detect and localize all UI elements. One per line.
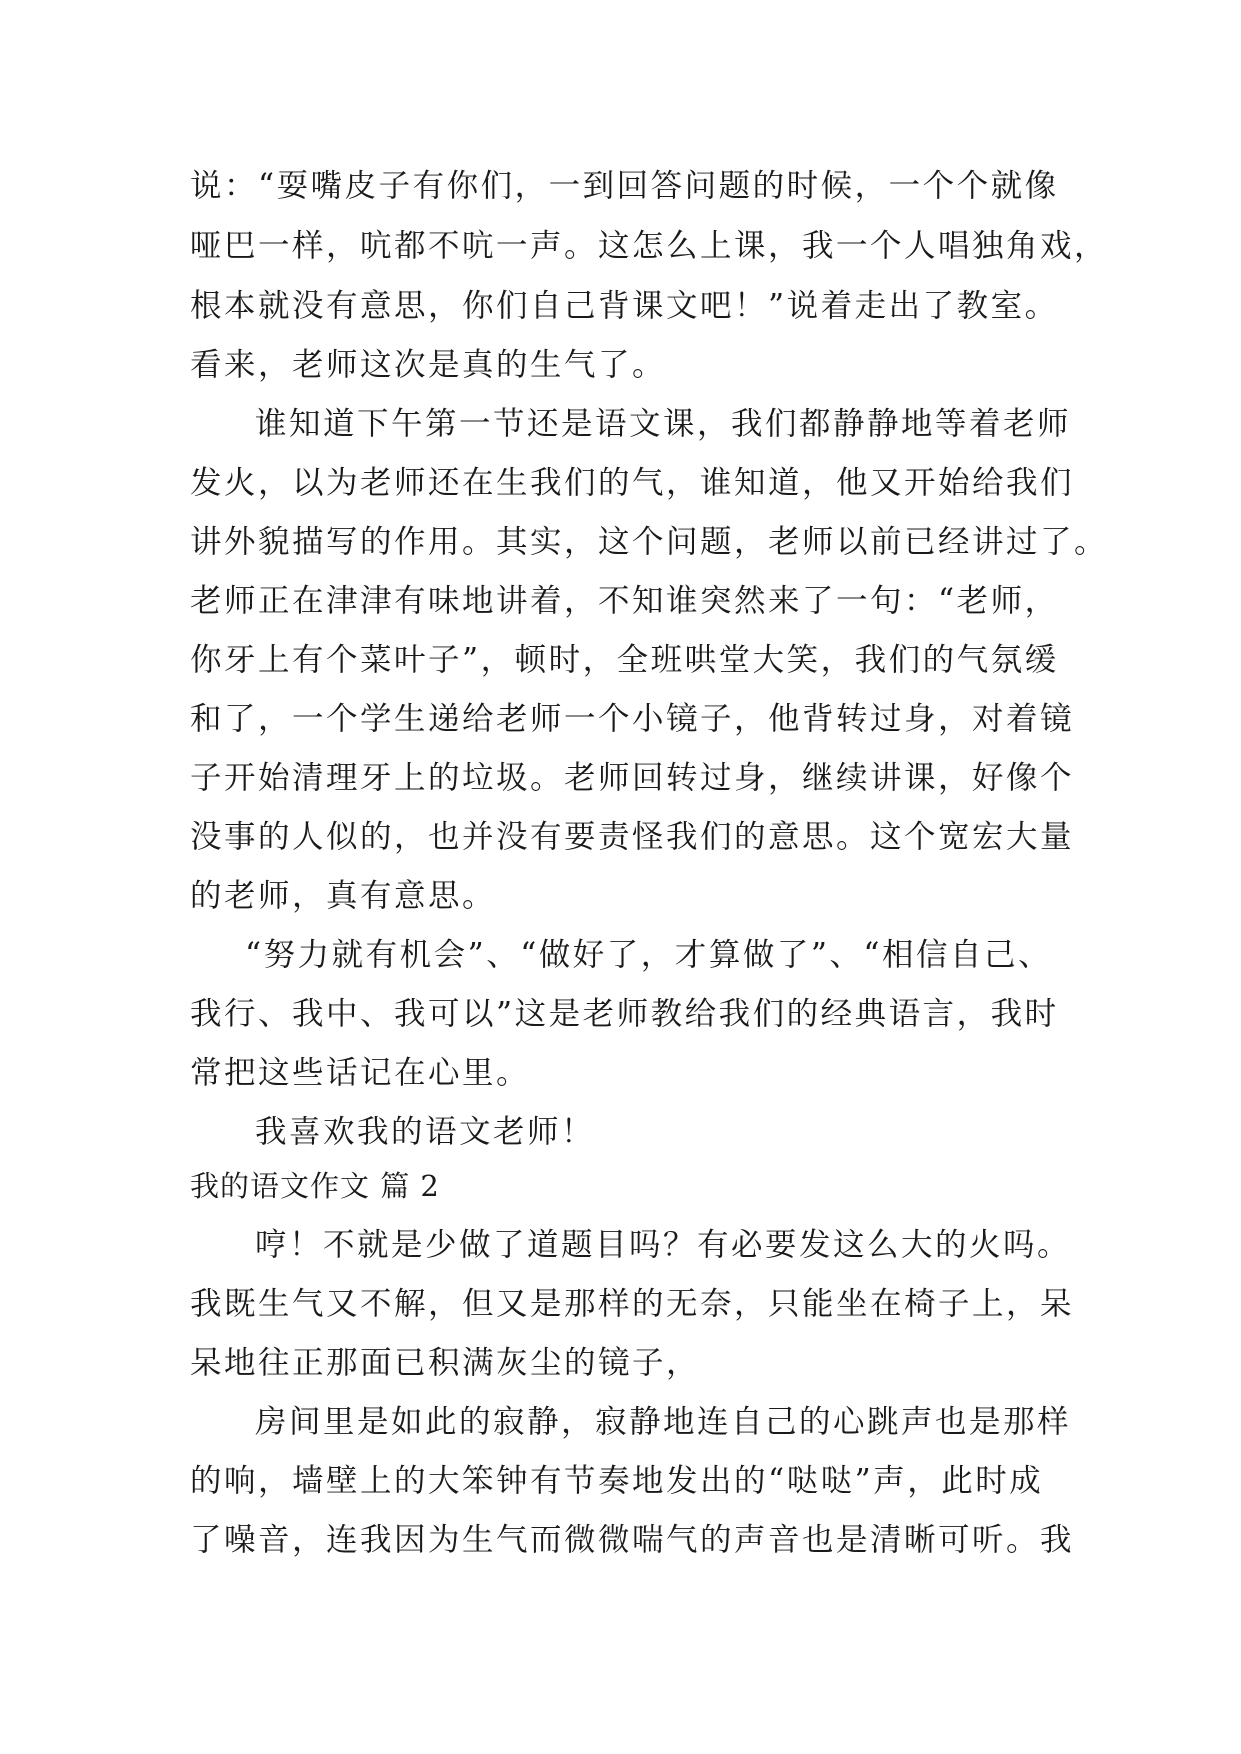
paragraph-2-line-6: 和了，一个学生递给老师一个小镜子，他背转过身，对着镜: [190, 701, 1075, 737]
paragraph-2-line-2: 发火，以为老师还在生我们的气，谁知道，他又开始给我们: [190, 465, 1075, 501]
paragraph-2-line-3: 讲外貌描写的作用。其实，这个问题，老师以前已经讲过了。: [190, 524, 1109, 560]
paragraph-5-line-1: 哼！不就是少做了道题目吗？有必要发这么大的火吗。: [255, 1227, 1072, 1263]
paragraph-3-line-3: 常把这些话记在心里。: [190, 1055, 531, 1091]
paragraph-3-line-1: “努力就有机会”、“做好了，才算做了”、“相信自己、: [245, 937, 1053, 973]
paragraph-2-line-1: 谁知道下午第一节还是语文课，我们都静静地等着老师: [255, 406, 1072, 442]
paragraph-1-line-2: 哑巴一样，吭都不吭一声。这怎么上课，我一个人唱独角戏，: [190, 228, 1109, 264]
paragraph-2-line-9: 的老师，真有意思。: [190, 878, 497, 914]
paragraph-2-line-4: 老师正在津津有味地讲着，不知谁突然来了一句：“老师，: [190, 583, 1059, 619]
paragraph-2-line-5: 你牙上有个菜叶子”，顿时，全班哄堂大笑，我们的气氛缓: [190, 642, 1059, 678]
paragraph-1-line-3: 根本就没有意思，你们自己背课文吧！”说着走出了教室。: [190, 288, 1059, 324]
paragraph-5-line-3: 呆地往正那面已积满灰尘的镜子，: [190, 1345, 701, 1381]
section-heading: 我的语文作文 篇 2: [190, 1169, 440, 1203]
paragraph-6-line-2: 的响，墙壁上的大笨钟有节奏地发出的“哒哒”声，此时成: [190, 1463, 1044, 1499]
paragraph-4-line-1: 我喜欢我的语文老师！: [255, 1114, 596, 1150]
paragraph-6-line-1: 房间里是如此的寂静，寂静地连自己的心跳声也是那样: [255, 1404, 1072, 1440]
paragraph-5-line-2: 我既生气又不解，但又是那样的无奈，只能坐在椅子上，呆: [190, 1286, 1075, 1322]
paragraph-6-line-3: 了噪音，连我因为生气而微微喘气的声音也是清晰可听。我: [190, 1522, 1075, 1558]
paragraph-1-line-1: 说：“耍嘴皮子有你们，一到回答问题的时候，一个个就像: [190, 168, 1059, 204]
paragraph-2-line-8: 没事的人似的，也并没有要责怪我们的意思。这个宽宏大量: [190, 819, 1075, 855]
paragraph-3-line-2: 我行、我中、我可以”这是老师教给我们的经典语言，我时: [190, 996, 1059, 1032]
paragraph-1-line-4: 看来，老师这次是真的生气了。: [190, 347, 667, 383]
paragraph-2-line-7: 子开始清理牙上的垃圾。老师回转过身，继续讲课，好像个: [190, 760, 1075, 796]
